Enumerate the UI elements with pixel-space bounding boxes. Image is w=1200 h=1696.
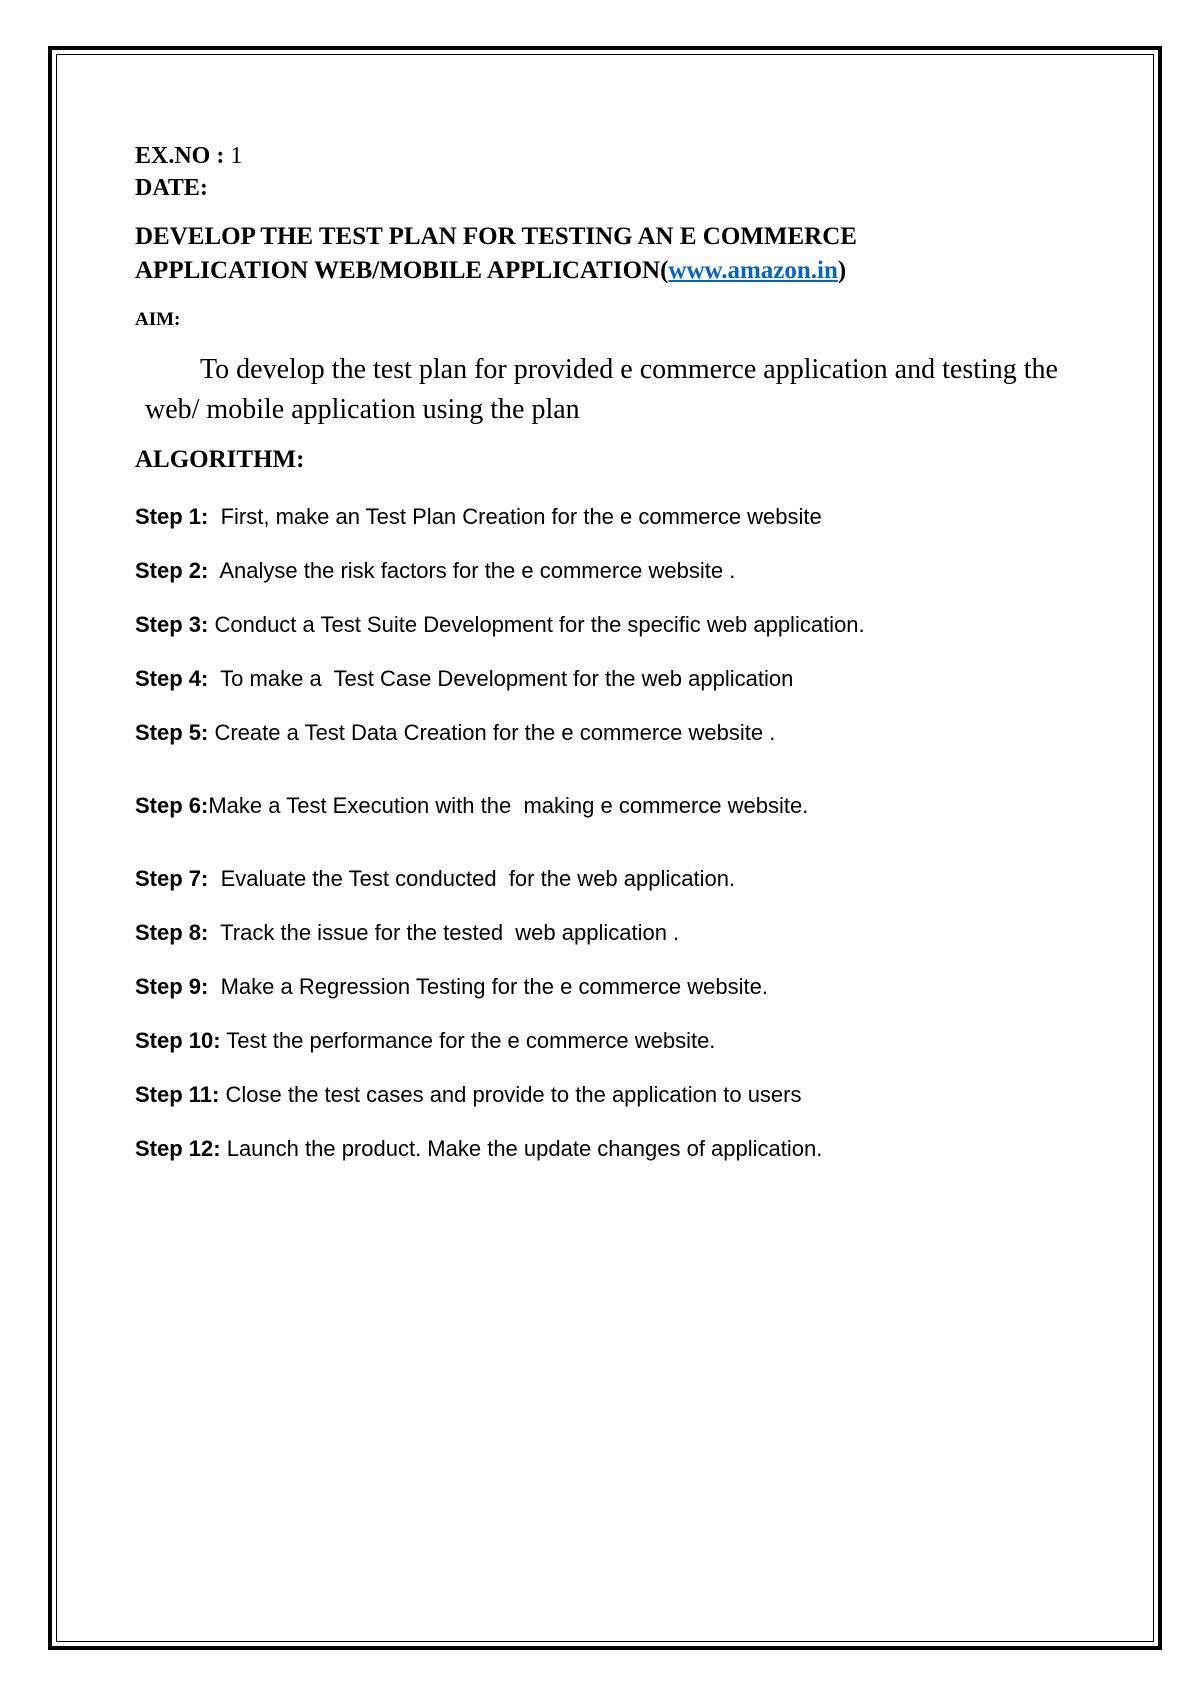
title-line-2-prefix: APPLICATION WEB/MOBILE APPLICATION(: [135, 257, 669, 284]
step-text: Conduct a Test Suite Development for the specific web application.: [208, 612, 865, 637]
step-text: Test the performance for the e commerce website.: [220, 1028, 716, 1053]
exercise-number-value: 1: [230, 143, 243, 169]
step-text: Launch the product. Make the update changes of application.: [220, 1136, 823, 1161]
step-label: Step 10:: [135, 1028, 221, 1053]
step-label: Step 1:: [135, 504, 209, 529]
step-item: [135, 502, 1095, 556]
step-text: Make a Test Execution with the making e commerce website.: [208, 793, 809, 818]
step-label: Step 11:: [135, 1082, 220, 1107]
step-text: Track the issue for the tested web application .: [208, 920, 680, 945]
step-text: Close the test cases and provide to the application to users: [219, 1082, 802, 1107]
date-label: DATE:: [135, 175, 208, 201]
step-item: [135, 1134, 1095, 1188]
step-item: [135, 610, 1095, 664]
algorithm-heading: ALGORITHM:: [135, 446, 305, 473]
step-text: To make a Test Case Development for the web application: [208, 666, 794, 691]
amazon-link[interactable]: www.amazon.in: [668, 257, 838, 284]
step-text: Create a Test Data Creation for the e commerce website .: [208, 720, 776, 745]
step-label: Step 6:: [135, 793, 209, 818]
step-label: Step 7:: [135, 866, 209, 891]
step-label: Step 4:: [135, 666, 209, 691]
step-label: Step 12:: [135, 1136, 221, 1161]
step-item: [135, 556, 1095, 610]
step-item: [135, 718, 1095, 791]
step-item: [135, 918, 1095, 972]
step-item: [135, 791, 1095, 864]
document-title: [135, 220, 1095, 288]
step-text: First, make an Test Plan Creation for the e commerce website: [208, 504, 822, 529]
step-label: Step 9:: [135, 974, 209, 999]
exercise-number-label: EX.NO :: [135, 143, 225, 169]
step-text: Evaluate the Test conducted for the web application.: [208, 866, 736, 891]
title-line-2-suffix: ): [837, 257, 847, 284]
step-label: Step 2:: [135, 558, 209, 583]
step-item: [135, 664, 1095, 718]
step-item: [135, 972, 1095, 1026]
step-text: Make a Regression Testing for the e commerce website.: [208, 974, 768, 999]
exercise-number: [135, 140, 1095, 172]
step-text: Analyse the risk factors for the e commerce website .: [208, 558, 736, 583]
step-label: Step 3:: [135, 612, 209, 637]
title-line-2: [135, 254, 1095, 288]
document-content: [135, 140, 1095, 1188]
step-item: [135, 1080, 1095, 1134]
title-line-1: DEVELOP THE TEST PLAN FOR TESTING AN E COMMERCE: [135, 223, 857, 250]
step-label: Step 8:: [135, 920, 209, 945]
algorithm-steps: [135, 502, 1095, 1188]
step-label: Step 5:: [135, 720, 209, 745]
aim-heading: AIM:: [135, 309, 181, 330]
step-item: [135, 1026, 1095, 1080]
step-item: [135, 864, 1095, 918]
aim-text: To develop the test plan for provided e commerce application and testing the web/ mobile application using the plan: [145, 354, 1058, 425]
